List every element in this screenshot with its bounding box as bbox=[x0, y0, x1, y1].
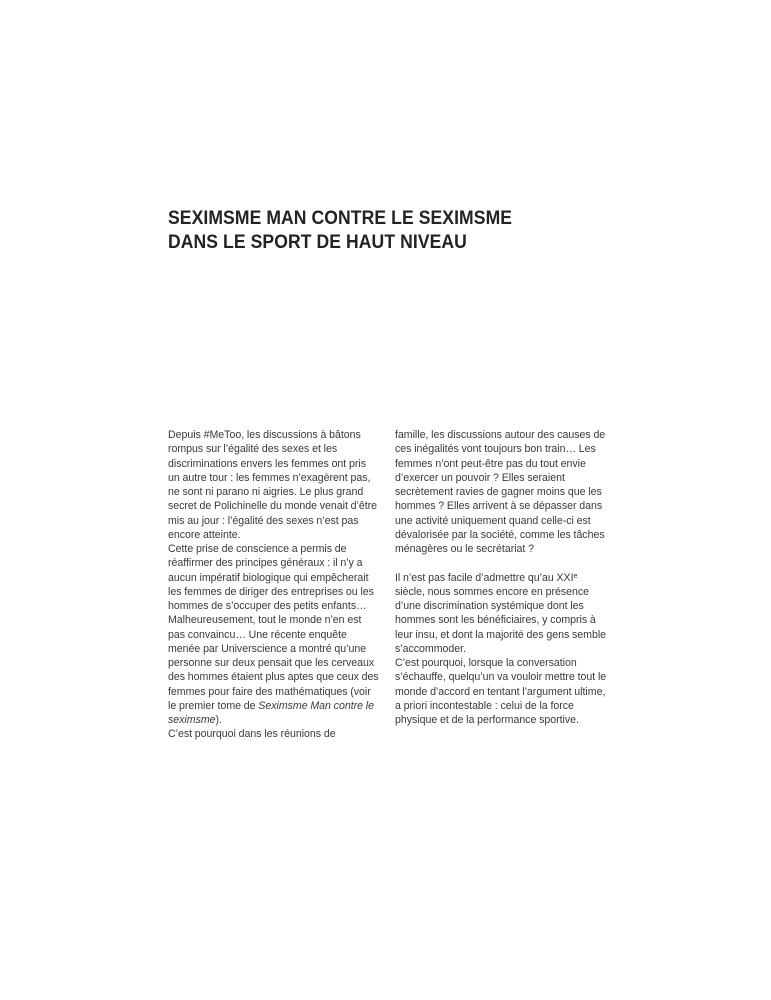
paragraph: Cette prise de conscience a permis de réaffirmer des principes généraux : il n’y a aucun impératif biologique qui empêcherait les femmes de diriger des entreprises ou les hommes de s’occuper des petits enfants… bbox=[168, 543, 374, 612]
paragraph: Depuis #MeToo, les discussions à bâtons rompus sur l’égalité des sexes et les discriminations envers les femmes ont pris un autre tour : les femmes n’exagèrent pas, ne sont ni parano ni aigries. Le plus grand secret de Polichinelle du monde venait d’être mis au jour : l’égalité des sexes n’est pas encore atteinte. bbox=[168, 429, 378, 541]
paragraph-text: Il n’est pas facile d’admettre qu’au XXI bbox=[395, 571, 574, 584]
paragraph: C’est pourquoi, lorsque la conversation s’échauffe, quelqu’un va vouloir mettre tout le monde d’accord en tentant l’argument ultime, a priori incontestable : celui de la force physique et de la performance sportive. bbox=[395, 657, 607, 726]
page-title-line-2: DANS LE SPORT DE HAUT NIVEAU bbox=[168, 230, 467, 253]
paragraph-text: Malheureusement, tout le monde n’en est pas convaincu… Une récente enquête menée par Universcience a montré qu’une personne sur deux pensait que les cerveaux des hommes étaient plus aptes que ceux des femmes pour faire des mathématiques (voir le premier tome de bbox=[168, 614, 379, 712]
paragraph-text-continued: siècle, nous sommes encore en présence d’une discrimination systémique dont les hommes sont les bénéficiaires, y compris à leur insu, et dont la majorité des gens semble s’accommoder. bbox=[395, 585, 607, 655]
paragraph bbox=[168, 613, 380, 727]
page-title bbox=[168, 207, 628, 254]
page-title-line-1: SEXIMSME MAN CONTRE LE SEXIMSME bbox=[168, 207, 513, 229]
paragraph-tail: ). bbox=[215, 714, 222, 726]
body-columns bbox=[168, 428, 606, 742]
paragraph: famille, les discussions autour des causes de ces inégalités vont toujours bon train… Les femmes n’ont peut-être pas du tout envie d’exercer un pouvoir ? Elles seraient secrètement ravies de gagner moins que les hommes ? Elles arrivent à se dépasser dans une activité uniquement quand celle-ci est dévalorisée par la société, comme les tâches ménagères ou le secrétariat ? bbox=[395, 429, 606, 555]
book-title-italic: Seximsme Man contre le seximsme bbox=[168, 699, 374, 726]
column-right bbox=[395, 428, 607, 742]
column-left bbox=[168, 428, 380, 742]
ordinal-suffix: e bbox=[573, 570, 578, 580]
paragraph: C’est pourquoi dans les réunions de bbox=[168, 728, 336, 741]
paragraph bbox=[395, 571, 607, 657]
